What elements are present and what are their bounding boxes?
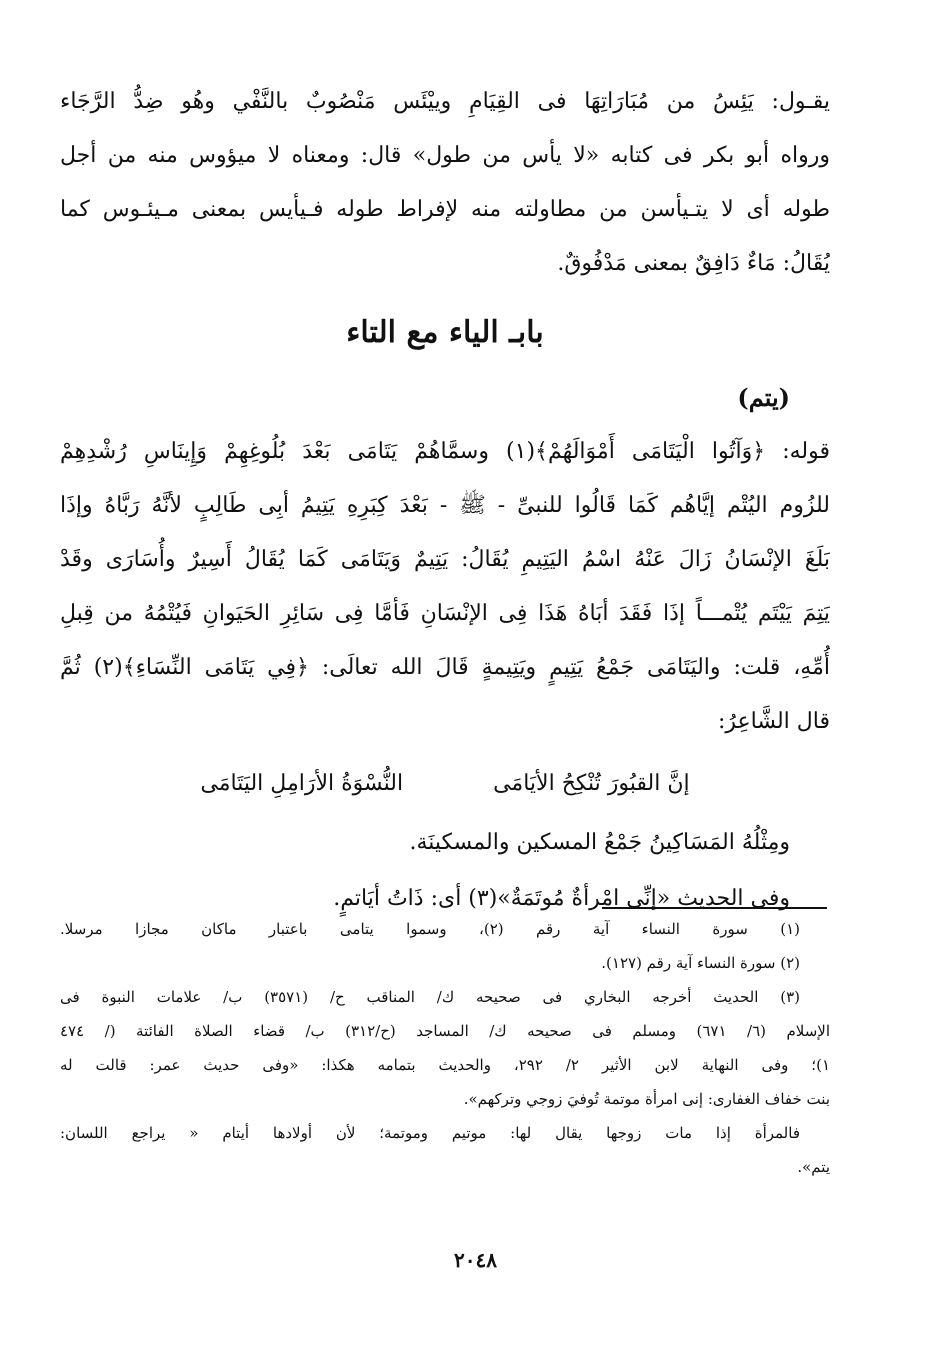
entry-paragraph [60, 425, 830, 749]
text-line: يُقَالُ: مَاءٌ دَافِقٌ بمعنى مَدْفُوقٌ. [557, 251, 830, 276]
page-number: ٢٠٤٨ [454, 1248, 497, 1272]
after-verse-paragraph [60, 815, 830, 927]
entry-root-heading: (يتم) [737, 383, 790, 412]
verse-first-hemistich: إنَّ القبُورَ تُنْكِحُ الأيَامَى [493, 771, 690, 796]
continuation-paragraph [60, 75, 830, 291]
text-line: يَتِمَ يَيْتَم يُتْمـــاً إذَا فَقَدَ أبَاهُ هَذَا فِى الإنْسَانِ فَأمَّا فِى سَائِرِ الحَيَوانِ فَيُتْمُهُ من قِبلِ [60, 601, 830, 626]
verse-second-hemistich: النُّسْوَةُ الأرَامِلِ اليَتَامَى [200, 771, 404, 796]
poetry-verse [60, 753, 830, 815]
text-line: ومِثْلُهُ المَسَاكِينُ جَمْعُ المسكين والمسكينَة. [409, 830, 790, 855]
footnote-line: فالمرأة إذا مات زوجها يقال لها: موتيم وموتمة؛ لأن أولادها أيتام « يراجع اللسان: [60, 1124, 800, 1142]
text-line: ورواه أبو بكر فى كتابه «لا يأس من طول» قال: ومعناه لا ميؤوس منه من أجل [60, 143, 830, 168]
text-line: قال الشَّاعِرُ: [717, 709, 830, 734]
text-line: أُمِّهِ، قلت: واليَتَامَى جَمْعُ يَتِيمٍ ويَتِيمةٍ قَالَ الله تعالَى: ﴿فِي يَتَامَى النِّسَاءِ﴾(٢) ثُمَّ [60, 655, 830, 680]
footnote-line: الإسلام (٦/ ٦٧١) ومسلم فى صحيحه ك/ المساجد (ح/٣١٢) ب/ قضاء الصلاة الفائتة (/ ٤٧٤ [60, 1022, 830, 1040]
text-line: قوله: ﴿وَآتُوا الْيَتَامَى أَمْوَالَهُمْ﴾(١) وسمَّاهُمْ يَتَامَى بَعْدَ بُلُوغِهِمْ وَإِينَاسِ رُشْدِهِمْ [60, 439, 830, 464]
footnote-line: يتم». [797, 1158, 830, 1176]
text-line: بَلَغَ الإنْسَانُ زَالَ عَنْهُ اسْمُ اليَتِيمِ يُقَالُ: يَتِيمٌ وَيَتَامَى كَمَا يُقَالُ أَسِيرٌ وأُسَارَى وقَدْ [60, 547, 830, 572]
text-line: للزُوم اليُتْم إيَّاهُم كَمَا قَالُوا للنبىِّ - ﷺ - بَعْدَ كِبَرِهِ يَتِيمُ أبِى طَالِبٍ لأنَّهُ رَبَّاهُ وإذَا [60, 493, 830, 518]
text-line: يقـول: يَئِسُ من مُبَارَاتِهَا فى القِيَامِ وييْئَس مَنْصُوبٌ بالنَّفْي وهُو ضِدُّ الرَّجَاء [60, 89, 830, 114]
chapter-title: بابـ الياء مع التاء [346, 315, 544, 350]
footnote-line: (٣) الحديث أخرجه البخاري فى صحيحه ك/ المناقب ح/ (٣٥٧١) ب/ علامات النبوة فى [60, 988, 801, 1006]
footnote-separator [602, 907, 827, 909]
text-line: وفى الحديث «إنِّى امْرأةٌ مُوتَمَةٌ»(٣) أى: ذَاتُ أيَاتمٍ. [333, 886, 790, 911]
footnote-line: (٢) سورة النساء آية رقم (١٢٧). [601, 954, 800, 972]
footnote-line: ١)؛ وفى النهاية لابن الأثير ٢/ ٢٩٢، والحديث بتمامه هكذا: «وفى حديث عمر: قالت له [60, 1056, 830, 1074]
page-content [60, 75, 830, 927]
footnote-line: بنت خفاف الغفارى: إنى امرأة موتمة تُوفيَ زوجي وتركهم». [463, 1090, 830, 1108]
footnote-line: (١) سورة النساء آية رقم (٢)، وسموا يتامى باعتبار ماكان مجازا مرسلا. [60, 920, 801, 938]
footnotes [60, 912, 830, 1184]
text-line: طوله أى لا يتـيأسن من مطاولته منه لإفراط طوله فـيأيس بمعنى مـيئـوس كما [60, 197, 830, 222]
